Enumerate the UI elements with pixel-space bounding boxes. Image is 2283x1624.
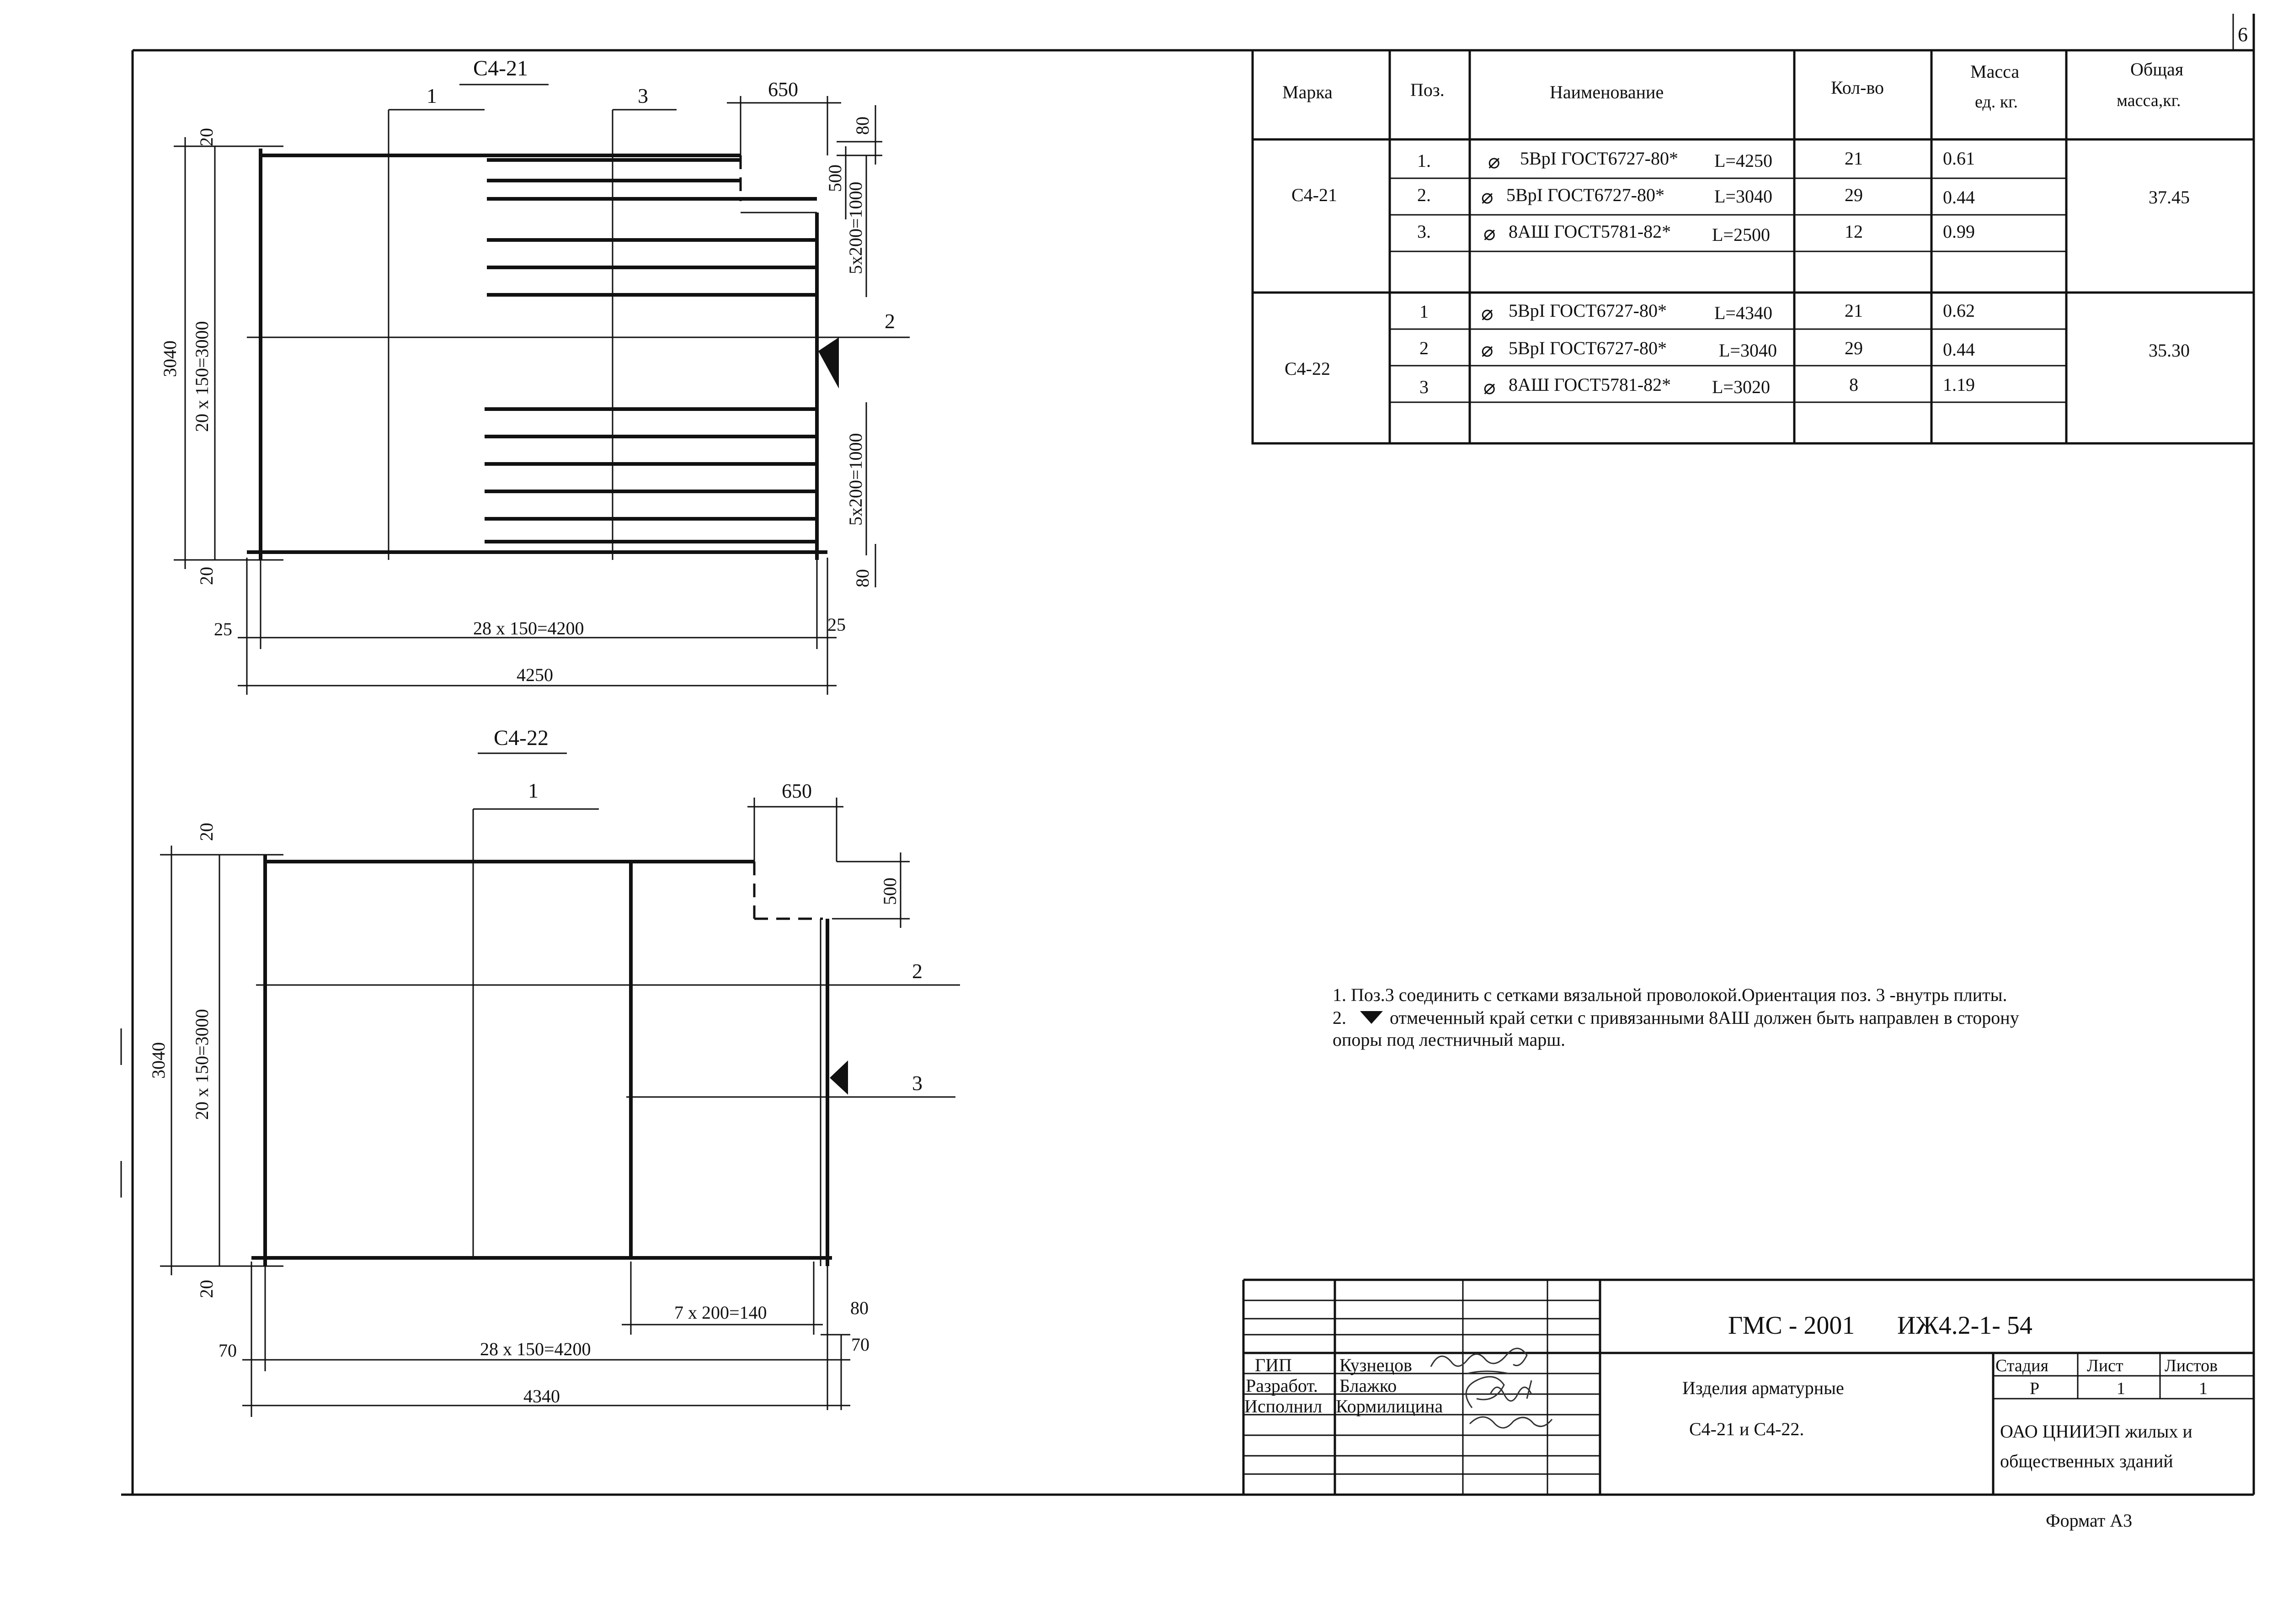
diameter-icon: ⌀ (1481, 339, 1494, 361)
header-mass-total-2: масса,кг. (2117, 91, 2181, 110)
drawing1-title: С4-21 (473, 56, 528, 80)
diameter-icon: ⌀ (1481, 186, 1494, 208)
person-executor: Кормилицина (1336, 1396, 1443, 1416)
note-line-2: отмеченный край сетки с привязанными 8АШ должен быть направлен в сторону (1390, 1007, 2019, 1028)
diameter-icon: ⌀ (1483, 222, 1496, 245)
row-length: L=4250 (1714, 150, 1772, 171)
row-qty: 29 (1845, 185, 1863, 205)
drawing1-pos2-label: 2 (885, 309, 895, 333)
person-gip: Кузнецов (1339, 1355, 1412, 1375)
sheets-value: 1 (2199, 1379, 2208, 1398)
drawing2-pos3-label: 3 (912, 1071, 923, 1095)
diameter-icon: ⌀ (1488, 150, 1500, 173)
note-line-2-number: 2. (1333, 1007, 1346, 1028)
row-mass: 1.19 (1943, 374, 1975, 395)
table-row (1417, 148, 1975, 173)
table-row (1419, 338, 1975, 361)
row-mass: 0.44 (1943, 187, 1975, 208)
drawing-c4-22 (148, 726, 960, 1417)
header-qty: Кол-во (1831, 77, 1884, 98)
signature-executor (1470, 1417, 1552, 1428)
drawing1-dim-5x200-top: 5х200=1000 (845, 181, 866, 274)
header-mark: Марка (1282, 82, 1333, 102)
stage-value: Р (2030, 1379, 2040, 1398)
drawing2-pos1-label: 1 (528, 779, 539, 802)
mesh1-pos3-lower (485, 409, 817, 542)
row-name: 5ВрI ГОСТ6727-80* (1520, 148, 1678, 169)
header-mass-unit-1: Масса (1970, 61, 2020, 82)
drawing1-dim-28x150: 28 х 150=4200 (473, 618, 584, 639)
row-pos: 3. (1417, 221, 1431, 242)
drawing2-dim-650: 650 (782, 780, 812, 802)
row-length: L=3040 (1714, 186, 1772, 207)
role-developer: Разработ. (1246, 1375, 1318, 1396)
drawing2-dim-70-left: 70 (219, 1340, 237, 1361)
group2-total: 35.30 (2149, 340, 2190, 361)
row-qty: 21 (1845, 300, 1863, 321)
drawing1-dim-25-right: 25 (827, 614, 846, 635)
row-qty: 29 (1845, 338, 1863, 358)
group1-mark: С4-21 (1291, 185, 1337, 205)
sheet-label: Лист (2087, 1356, 2123, 1375)
product-line-2: С4-21 и С4-22. (1689, 1419, 1804, 1439)
drawing2-dim-28x150: 28 х 150=4200 (480, 1339, 591, 1359)
row-pos: 2. (1417, 185, 1431, 205)
row-length: L=2500 (1712, 224, 1770, 245)
diameter-icon: ⌀ (1483, 376, 1496, 399)
person-developer: Блажко (1339, 1375, 1397, 1396)
page-number: 6 (2238, 23, 2248, 46)
row-length: L=3020 (1712, 377, 1770, 397)
row-pos: 1. (1417, 150, 1431, 171)
drawing-c4-21 (160, 56, 910, 695)
drawing1-dim-20x150: 20 х 150=3000 (192, 321, 212, 432)
drawing1-dim-25-left: 25 (214, 619, 232, 639)
drawing2-pos2-label: 2 (912, 959, 923, 983)
row-length: L=4340 (1714, 303, 1772, 323)
drawing1-dim-500: 500 (825, 165, 845, 192)
doc-code: ГМС - 2001 (1728, 1311, 1855, 1340)
table-row (1417, 185, 1975, 208)
row-pos: 1 (1419, 301, 1429, 322)
drawing1-pos3-label: 3 (638, 84, 648, 107)
row-mass: 0.99 (1943, 221, 1975, 242)
role-gip: ГИП (1255, 1355, 1292, 1375)
table-row (1417, 221, 1975, 245)
header-pos: Поз. (1410, 80, 1445, 100)
drawing1-pos1-label: 1 (427, 84, 437, 107)
org-line-2: общественных зданий (2000, 1451, 2173, 1471)
drawing2-dim-500: 500 (880, 878, 900, 905)
row-name: 8АШ ГОСТ5781-82* (1509, 374, 1671, 395)
drawing1-dim-80-top: 80 (852, 117, 873, 135)
signature-developer (1466, 1377, 1531, 1408)
note-line-3: опоры под лестничный марш. (1333, 1029, 1566, 1050)
row-mass: 0.62 (1943, 300, 1975, 321)
row-name: 5ВрI ГОСТ6727-80* (1506, 185, 1664, 205)
mesh1-pos3-upper (487, 160, 817, 295)
header-mass-total-1: Общая (2130, 59, 2184, 80)
diameter-icon: ⌀ (1481, 302, 1494, 325)
group1-total: 37.45 (2149, 187, 2190, 208)
drawing2-dim-4340: 4340 (523, 1386, 560, 1406)
row-qty: 12 (1845, 221, 1863, 242)
header-mass-unit-2: ед. кг. (1975, 92, 2018, 112)
doc-number: ИЖ4.2-1- 54 (1897, 1311, 2032, 1340)
drawing2-edge-marker-icon (830, 1060, 848, 1095)
group2-mark: С4-22 (1285, 358, 1330, 379)
drawing2-dim-20-top: 20 (196, 823, 217, 841)
product-line-1: Изделия арматурные (1682, 1378, 1844, 1398)
drawing1-dim-3040: 3040 (160, 341, 180, 377)
drawing1-dim-650: 650 (768, 78, 798, 101)
drawing2-title: С4-22 (494, 726, 549, 750)
drawing1-dim-20-top: 20 (196, 128, 217, 146)
row-mass: 0.61 (1943, 148, 1975, 169)
org-line-1: ОАО ЦНИИЭП жилых и (2000, 1421, 2192, 1442)
drawing1-dim-4250: 4250 (517, 665, 553, 685)
drawing2-dim-80: 80 (850, 1298, 869, 1318)
sheets-label: Листов (2165, 1356, 2218, 1375)
drawing2-dim-3040: 3040 (148, 1042, 169, 1079)
stage-label: Стадия (1995, 1356, 2048, 1375)
drawing2-dim-20-bot: 20 (196, 1280, 217, 1298)
note-line-1: 1. Поз.3 соединить с сетками вязальной проволокой.Ориентация поз. 3 -внутрь плиты. (1333, 985, 2007, 1005)
table-row (1419, 300, 1975, 325)
row-qty: 8 (1849, 374, 1858, 395)
drawing1-dim-20-bot: 20 (196, 567, 217, 585)
row-pos: 2 (1419, 338, 1429, 358)
row-qty: 21 (1845, 148, 1863, 169)
row-pos: 3 (1419, 377, 1429, 397)
drawing1-dim-5x200-bot: 5х200=1000 (845, 433, 866, 526)
row-name: 5ВрI ГОСТ6727-80* (1509, 338, 1667, 358)
drawing1-edge-marker-icon (818, 337, 839, 389)
row-length: L=3040 (1719, 340, 1777, 361)
sheet-value: 1 (2117, 1379, 2125, 1398)
row-name: 8АШ ГОСТ5781-82* (1509, 221, 1671, 242)
drawing2-dim-70-right: 70 (851, 1334, 869, 1355)
sheet-frame (121, 14, 2254, 1495)
drawing2-dim-7x200: 7 х 200=140 (674, 1302, 767, 1323)
role-executor: Исполнил (1244, 1396, 1323, 1416)
table-row (1419, 374, 1975, 399)
drawing2-dim-20x150: 20 х 150=3000 (192, 1009, 212, 1120)
row-name: 5ВрI ГОСТ6727-80* (1509, 300, 1667, 321)
notes (1333, 985, 2019, 1050)
row-mass: 0.44 (1943, 339, 1975, 360)
format-label: Формат А3 (2046, 1510, 2133, 1531)
drawing1-dim-80-bot: 80 (852, 569, 873, 587)
note-edge-marker-icon (1360, 1011, 1383, 1024)
header-name: Наименование (1550, 82, 1664, 102)
